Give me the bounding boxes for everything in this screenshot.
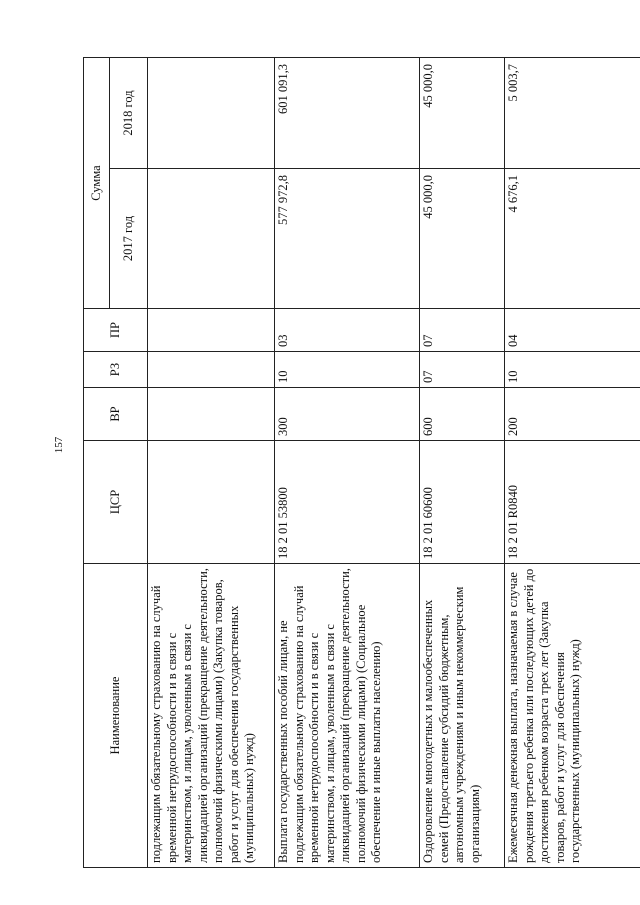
row-sum-2018: 601 091,3 xyxy=(275,58,420,169)
row-vr: 600 xyxy=(420,388,505,441)
table-row xyxy=(420,58,505,868)
row-csr xyxy=(148,441,275,564)
row-pr: 04 xyxy=(505,309,640,352)
header-rz: РЗ xyxy=(84,352,148,388)
row-csr: 18 2 01 R0840 xyxy=(505,441,640,564)
row-name: Оздоровление многодетных и малообеспеченных семей (Предоставление субсидий бюджетным, автономным учреждениям и иным некоммерческим организациям) xyxy=(420,564,505,868)
row-sum-2017: 577 972,8 xyxy=(275,169,420,309)
page-number: 157 xyxy=(53,436,65,454)
budget-table xyxy=(83,57,640,868)
row-pr: 03 xyxy=(275,309,420,352)
header-sum: Сумма xyxy=(84,58,110,309)
header-row xyxy=(84,58,110,868)
header-csr: ЦСР xyxy=(84,441,148,564)
row-sum-2018: 45 000,0 xyxy=(420,58,505,169)
row-vr: 200 xyxy=(505,388,640,441)
row-rz: 10 xyxy=(275,352,420,388)
budget-table-rotated xyxy=(83,58,640,868)
row-sum-2017: 45 000,0 xyxy=(420,169,505,309)
row-sum-2017 xyxy=(148,169,275,309)
row-pr: 07 xyxy=(420,309,505,352)
table-row xyxy=(148,58,275,868)
row-vr xyxy=(148,388,275,441)
row-rz: 10 xyxy=(505,352,640,388)
row-sum-2018: 5 003,7 xyxy=(505,58,640,169)
table-row xyxy=(275,58,420,868)
header-vr: ВР xyxy=(84,388,148,441)
row-pr xyxy=(148,309,275,352)
row-name: подлежащим обязательному страхованию на случай временной нетрудоспособности и в связи с материнством, и лицам, уволенным в связи с ликвидацией организаций (прекращение деятельности, полномочий физическими лицами) (Закупка товаров, работ и услуг для обеспечения государственных (муниципальных) нужд) xyxy=(148,564,275,868)
row-sum-2018 xyxy=(148,58,275,169)
header-pr: ПР xyxy=(84,309,148,352)
table-row xyxy=(505,58,640,868)
header-year-2017: 2017 год xyxy=(110,169,148,309)
row-csr: 18 2 01 60600 xyxy=(420,441,505,564)
header-year-2018: 2018 год xyxy=(110,58,148,169)
row-vr: 300 xyxy=(275,388,420,441)
row-name: Ежемесячная денежная выплата, назначаемая в случае рождения третьего ребенка или последующих детей до достижения ребенком возраста трех лет (Закупка товаров, работ и услуг для обеспечения государственных (муниципальных) нужд) xyxy=(505,564,640,868)
row-rz xyxy=(148,352,275,388)
row-name: Выплата государственных пособий лицам, не подлежащим обязательному страхованию на случай временной нетрудоспособности и в связи с материнством, и лицам, уволенным в связи с ликвидацией организаций (прекращение деятельности, полномочий физическими лицами) (Социальное обеспечение и иные выплаты населению) xyxy=(275,564,420,868)
row-rz: 07 xyxy=(420,352,505,388)
header-name: Наименование xyxy=(84,564,148,868)
row-sum-2017: 4 676,1 xyxy=(505,169,640,309)
row-csr: 18 2 01 53800 xyxy=(275,441,420,564)
